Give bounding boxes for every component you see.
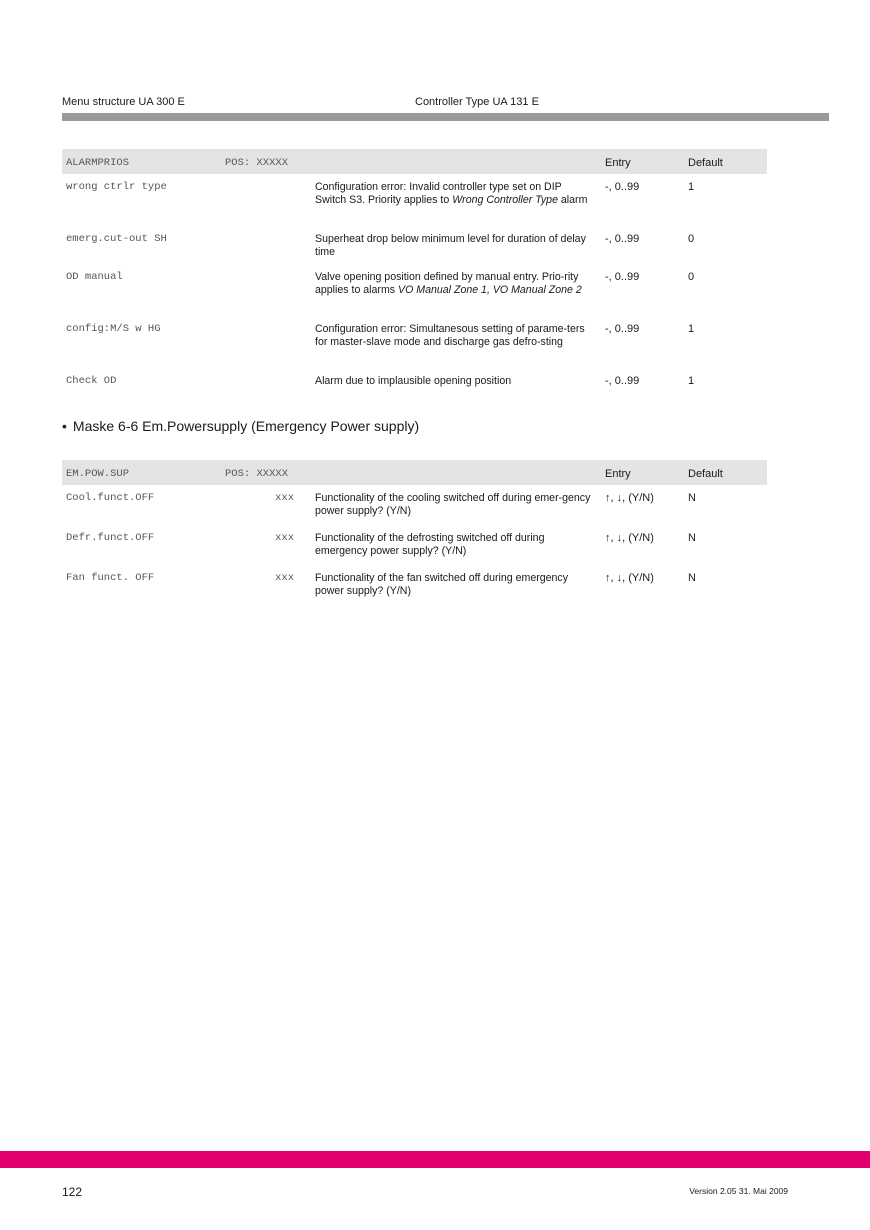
entry-header: Entry (605, 157, 631, 169)
entry-range: -, 0..99 (605, 375, 640, 387)
entry-header: Entry (605, 468, 631, 480)
parameter-name: wrong ctrlr type (66, 181, 167, 193)
entry-range: -, 0..99 (605, 181, 640, 193)
default-value: N (688, 572, 696, 584)
section-heading (62, 418, 419, 434)
table-row (62, 264, 767, 316)
parameter-description: Functionality of the fan switched off during emergency power supply? (Y/N) (315, 572, 569, 597)
parameter-name: Cool.funct.OFF (66, 492, 155, 504)
page-header-center: Controller Type UA 131 E (415, 96, 539, 108)
table-row (62, 226, 767, 264)
parameter-description: Functionality of the defrosting switched off during emergency power supply? (Y/N) (315, 532, 545, 557)
parameter-value: xxx (275, 492, 294, 504)
parameter-description: Configuration error: Invalid controller type set on DIP Switch S3. Priority applies to Wrong Controller Type alarm (315, 181, 588, 206)
em-pow-sup-table (62, 460, 767, 605)
entry-range: -, 0..99 (605, 233, 640, 245)
page-header-left: Menu structure UA 300 E (62, 96, 185, 108)
bullet-icon: • (62, 418, 67, 434)
table-header (62, 460, 767, 485)
table-header (62, 149, 767, 174)
parameter-name: Defr.funct.OFF (66, 532, 155, 544)
default-value: 0 (688, 233, 695, 245)
parameter-name: emerg.cut-out SH (66, 233, 167, 245)
parameter-name: Check OD (66, 375, 117, 387)
parameter-name: OD manual (66, 271, 123, 283)
default-value: 0 (688, 271, 695, 283)
entry-range: -, 0..99 (605, 271, 640, 283)
parameter-description: Functionality of the cooling switched off during emer-gency power supply? (Y/N) (315, 492, 591, 517)
default-value: 1 (688, 323, 695, 335)
menu-name: EM.POW.SUP (66, 468, 130, 480)
parameter-value: xxx (275, 572, 294, 584)
default-value: 1 (688, 375, 695, 387)
menu-name: ALARMPRIOS (66, 157, 130, 169)
position-label: POS: XXXXX (225, 157, 289, 169)
parameter-description: Alarm due to implausible opening position (315, 375, 512, 387)
table-row (62, 368, 767, 398)
default-value: N (688, 492, 696, 504)
table-row (62, 565, 767, 605)
default-value: N (688, 532, 696, 544)
parameter-name: Fan funct. OFF (66, 572, 155, 584)
entry-range: ↑, ↓, (Y/N) (605, 532, 654, 544)
entry-range: ↑, ↓, (Y/N) (605, 492, 654, 504)
default-header: Default (688, 157, 723, 169)
table-row (62, 485, 767, 525)
footer-accent-bar (0, 1151, 870, 1168)
parameter-name: config:M/S w HG (66, 323, 161, 335)
page-number: 122 (62, 1185, 83, 1199)
table-row (62, 174, 767, 226)
default-value: 1 (688, 181, 695, 193)
version-label: Version 2.05 31. Mai 2009 (689, 1186, 788, 1196)
parameter-description: Superheat drop below minimum level for duration of delay time (315, 233, 586, 258)
parameter-description: Configuration error: Simultanesous setting of parame-ters for master-slave mode and discharge gas defro-sting (315, 323, 585, 348)
entry-range: ↑, ↓, (Y/N) (605, 572, 654, 584)
table-row (62, 525, 767, 565)
alarmprios-table (62, 149, 767, 398)
parameter-value: xxx (275, 532, 294, 544)
default-header: Default (688, 468, 723, 480)
table-row (62, 316, 767, 368)
entry-range: -, 0..99 (605, 323, 640, 335)
parameter-description: Valve opening position defined by manual entry. Prio-rity applies to alarms VO Manual Zone 1, VO Manual Zone 2 (315, 271, 582, 296)
header-divider (62, 113, 829, 121)
position-label: POS: XXXXX (225, 468, 289, 480)
section-title: Maske 6-6 Em.Powersupply (Emergency Power supply) (72, 418, 420, 434)
